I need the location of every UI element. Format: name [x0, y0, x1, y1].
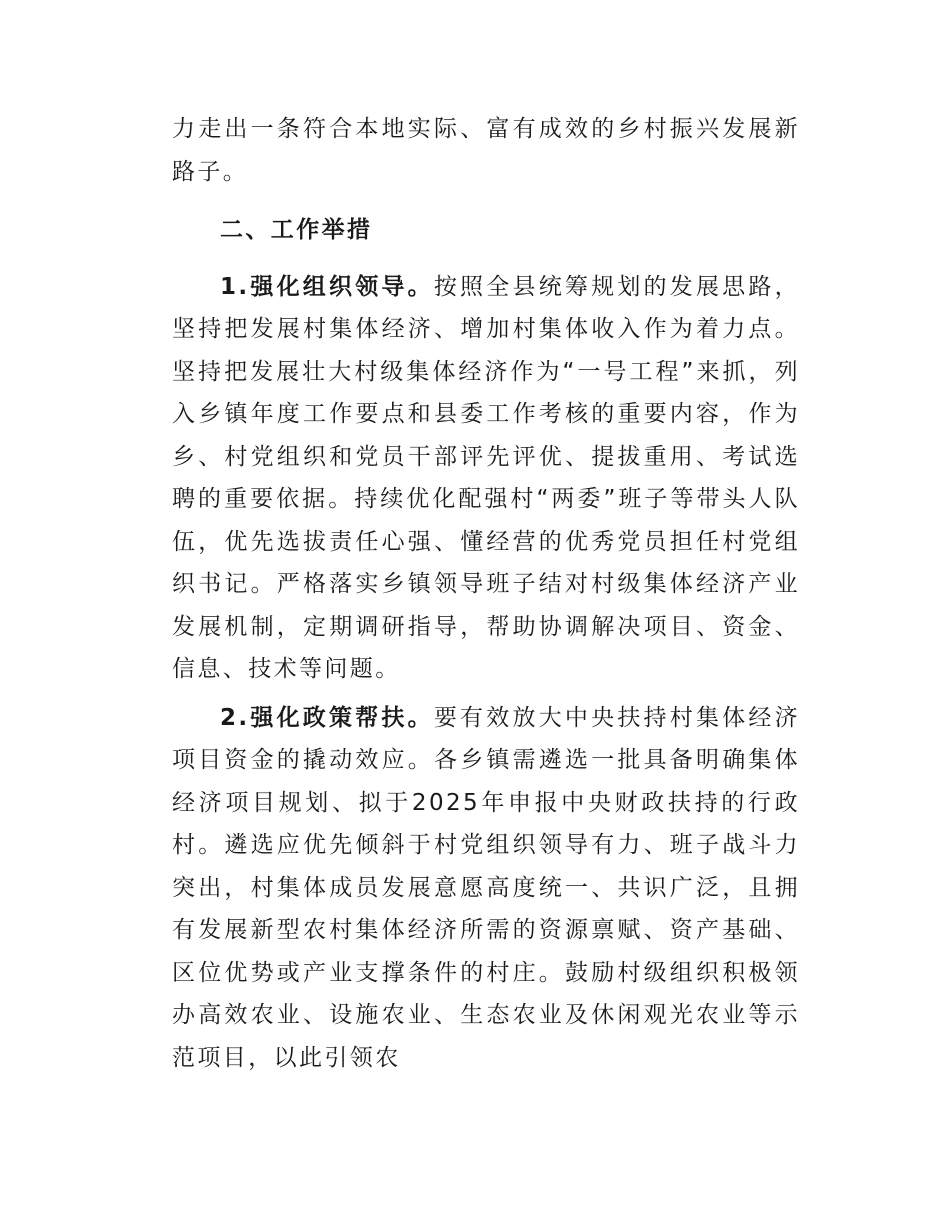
item-1-body: 按照全县统筹规划的发展思路，坚持把发展村集体经济、增加村集体收入作为着力点。坚持把发展壮大村级集体经济作为“一号工程”来抓，列入乡镇年度工作要点和县委工作考核的重要内容，作为乡、村党组织和党员干部评先评优、提拔重用、考试选聘的重要依据。持续优化配强村“两委”班子等带头人队伍，优先选拔责任心强、懂经营的优秀党员担任村党组织书记。严格落实乡镇领导班子结对村级集体经济产业发展机制，定期调研指导，帮助协调解决项目、资金、信息、技术等问题。: [172, 273, 800, 682]
item-2-title: 2.强化政策帮扶。: [220, 704, 434, 731]
paragraph-item-2: [172, 697, 800, 1080]
item-2-body: 要有效放大中央扶持村集体经济项目资金的撬动效应。各乡镇需遴选一批具备明确集体经济项目规划、拟于2025年申报中央财政扶持的行政村。遴选应优先倾斜于村党组织领导有力、班子战斗力突出，村集体成员发展意愿高度统一、共识广泛，且拥有发展新型农村集体经济所需的资源禀赋、资产基础、区位优势或产业支撑条件的村庄。鼓励村级组织积极领办高效农业、设施农业、生态农业及休闲观光农业等示范项目，以此引领农: [172, 704, 800, 1071]
lead-paragraph: 力走出一条符合本地实际、富有成效的乡村振兴发展新路子。: [172, 116, 800, 185]
item-1-title: 1.强化组织领导。: [220, 273, 434, 300]
paragraph-item-1: [172, 266, 800, 691]
document-body: [172, 108, 800, 1079]
section-heading: 二、工作举措: [220, 217, 373, 243]
